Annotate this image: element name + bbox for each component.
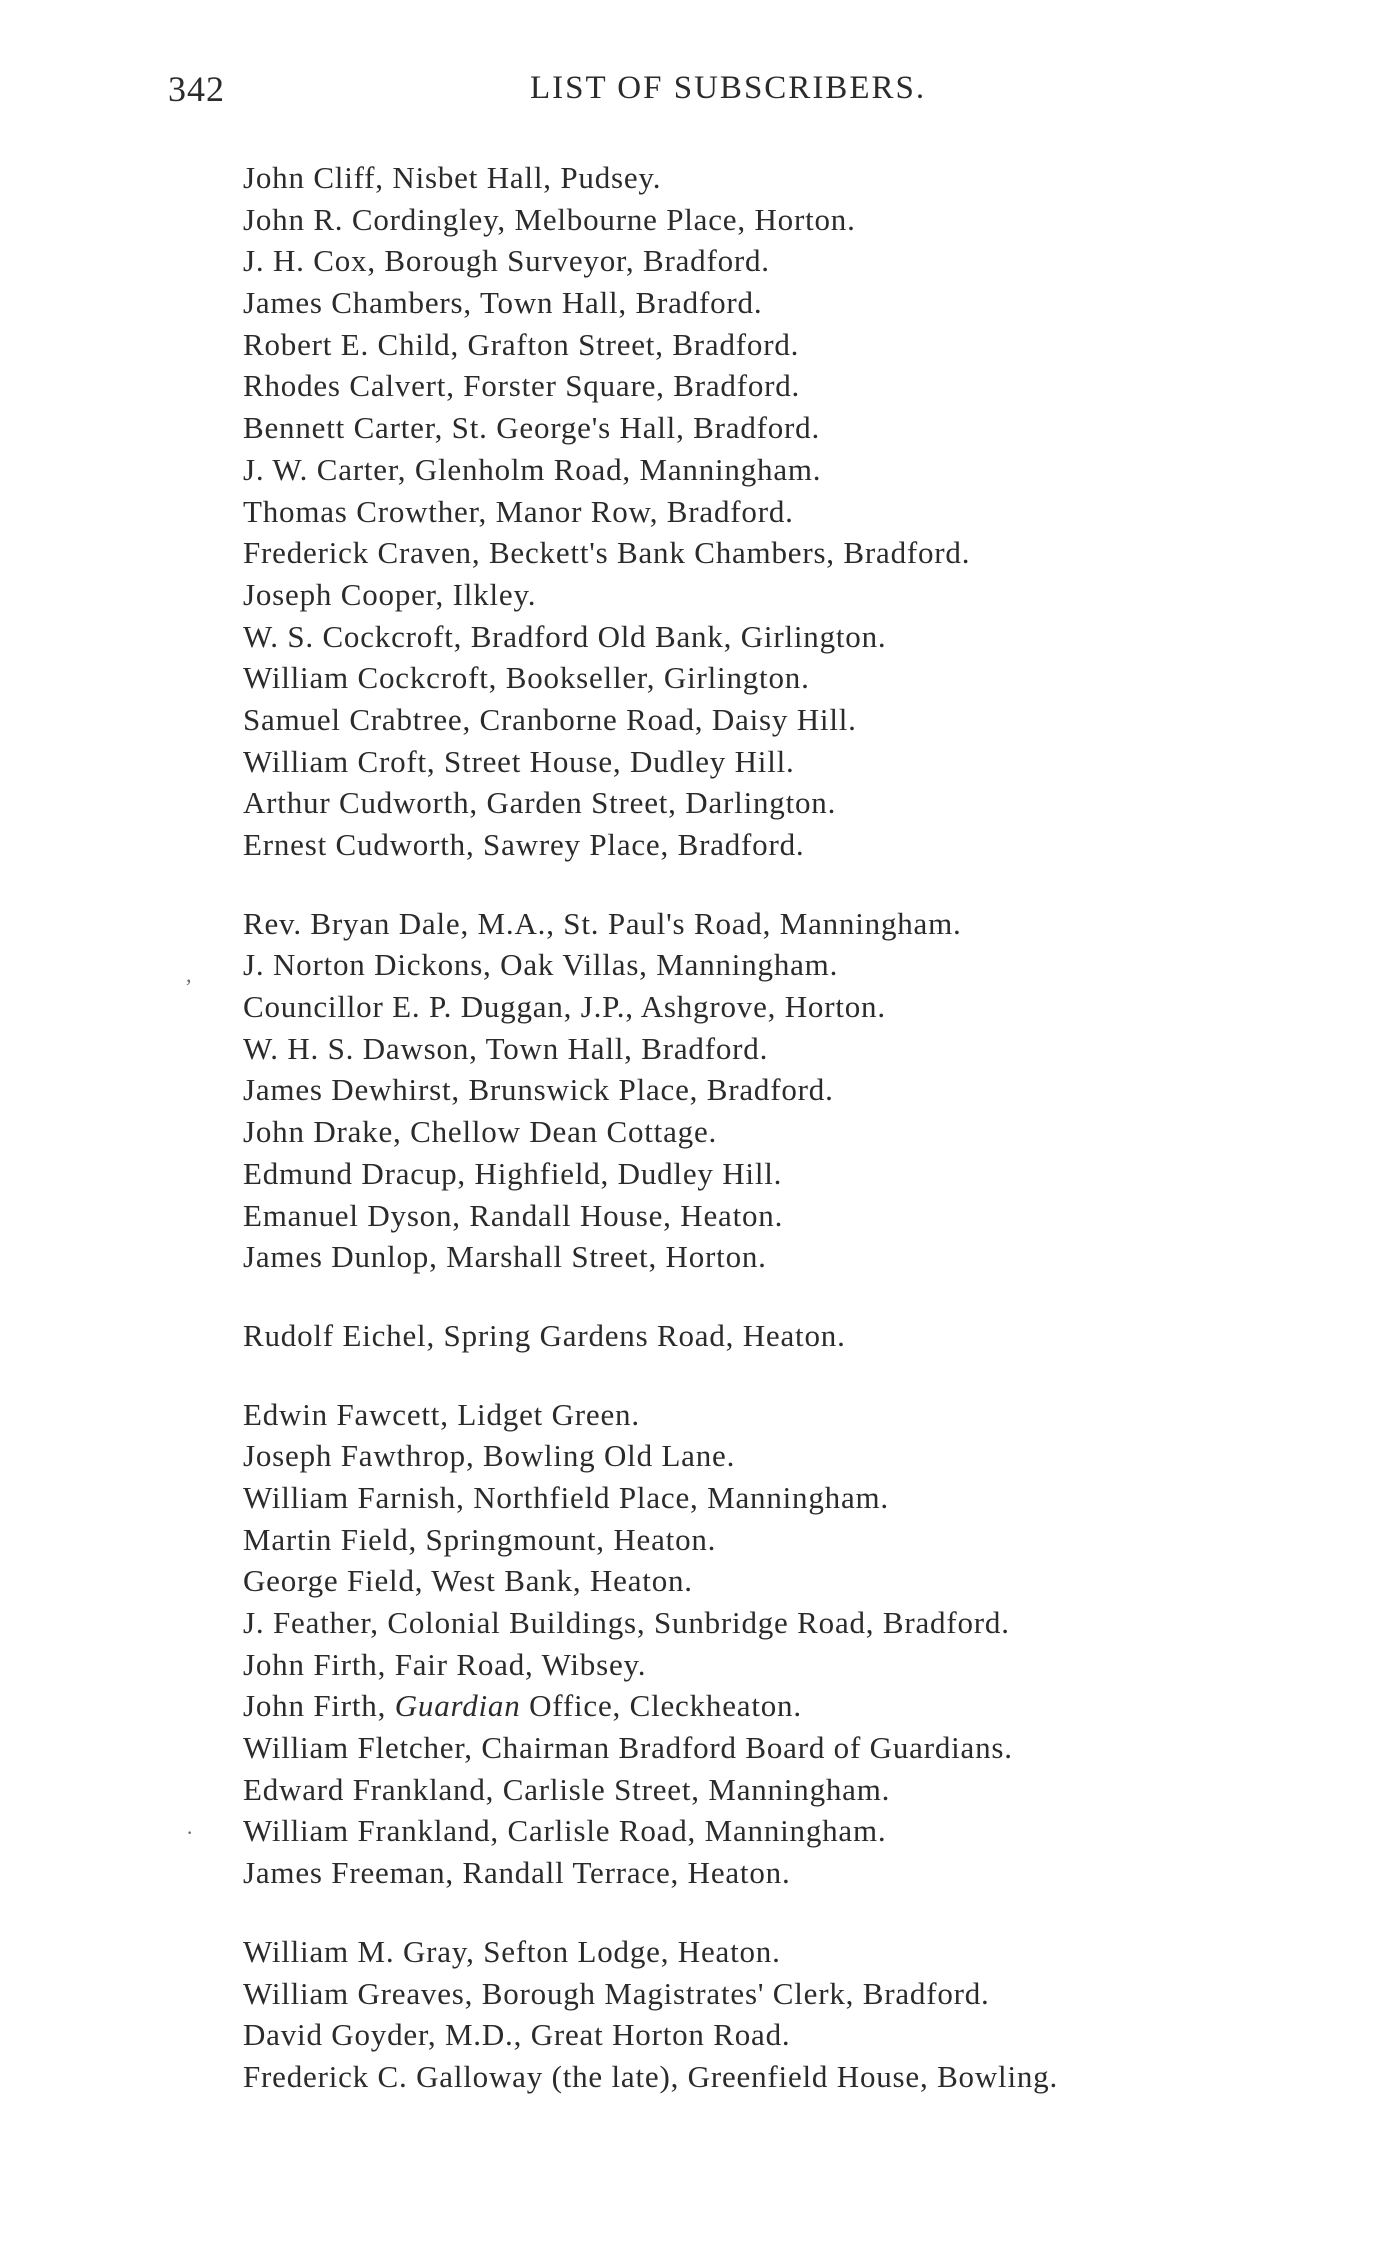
subscriber-entry: Rhodes Calvert, Forster Square, Bradford. — [243, 368, 801, 404]
subscriber-entry: Emanuel Dyson, Randall House, Heaton. — [243, 1197, 784, 1233]
group-spacer — [243, 1357, 1323, 1394]
subscriber-entry: James Dewhirst, Brunswick Place, Bradford. — [243, 1072, 834, 1108]
subscriber-entry: William Cockcroft, Bookseller, Girlington. — [243, 660, 810, 696]
subscriber-entry: Rev. Bryan Dale, M.A., St. Paul's Road, Manningham. — [243, 905, 962, 941]
subscriber-entry: Martin Field, Springmount, Heaton. — [243, 1521, 717, 1557]
subscriber-entry: Ernest Cudworth, Sawrey Place, Bradford. — [243, 827, 805, 862]
page-header — [168, 68, 1228, 118]
subscriber-entry: William Fletcher, Chairman Bradford Board of Guardians. — [243, 1730, 1013, 1766]
subscriber-entry: Councillor E. P. Duggan, J.P., Ashgrove, Horton. — [243, 989, 886, 1025]
subscriber-group — [243, 1931, 1323, 2098]
subscriber-entry: Samuel Crabtree, Cranborne Road, Daisy Hill. — [243, 701, 857, 737]
subscriber-entry: William M. Gray, Sefton Lodge, Heaton. — [243, 1933, 781, 1969]
group-spacer — [243, 1894, 1323, 1931]
subscriber-entry: John R. Cordingley, Melbourne Place, Horton. — [243, 201, 856, 237]
subscriber-entry: Bennett Carter, St. George's Hall, Bradford. — [243, 410, 821, 446]
subscriber-entry: J. H. Cox, Borough Surveyor, Bradford. — [243, 243, 770, 279]
subscriber-entry: Arthur Cudworth, Garden Street, Darlington. — [243, 785, 837, 821]
subscriber-entry: John Cliff, Nisbet Hall, Pudsey. — [243, 160, 662, 195]
subscriber-entry: Edmund Dracup, Highfield, Dudley Hill. — [243, 1155, 783, 1191]
entry-text: Office, Cleckheaton. — [520, 1688, 802, 1724]
subscriber-entry: J. Norton Dickons, Oak Villas, Manningham. — [243, 947, 839, 983]
margin-comma-mark: , — [186, 962, 192, 987]
subscriber-entry: John Firth, Fair Road, Wibsey. — [243, 1646, 647, 1682]
group-spacer — [243, 866, 1323, 903]
page-number: 342 — [168, 69, 225, 109]
group-spacer — [243, 1278, 1323, 1315]
subscriber-entry: James Chambers, Town Hall, Bradford. — [243, 285, 763, 321]
subscriber-entry: Rudolf Eichel, Spring Gardens Road, Heaton. — [243, 1317, 846, 1353]
margin-dot-mark: · — [186, 1820, 194, 1845]
subscriber-entry: Frederick C. Galloway (the late), Greenfield House, Bowling. — [243, 2058, 1059, 2094]
subscriber-entry: John Drake, Chellow Dean Cottage. — [243, 1114, 718, 1150]
subscriber-group — [243, 157, 1323, 866]
subscriber-entry: W. H. S. Dawson, Town Hall, Bradford. — [243, 1030, 769, 1066]
subscriber-entry: Frederick Craven, Beckett's Bank Chambers, Bradford. — [243, 535, 971, 571]
entry-text: John Firth, — [243, 1688, 395, 1724]
subscriber-entry: William Farnish, Northfield Place, Manningham. — [243, 1479, 889, 1515]
subscriber-group — [243, 1315, 1323, 1357]
subscriber-entry: George Field, West Bank, Heaton. — [243, 1563, 693, 1599]
subscriber-entry: W. S. Cockcroft, Bradford Old Bank, Girlington. — [243, 618, 887, 654]
subscriber-entry: Robert E. Child, Grafton Street, Bradford. — [243, 326, 800, 362]
subscriber-list — [243, 157, 1323, 2098]
subscriber-entry: Edward Frankland, Carlisle Street, Manningham. — [243, 1771, 891, 1807]
subscriber-entry: Thomas Crowther, Manor Row, Bradford. — [243, 493, 794, 529]
subscriber-entry: J. W. Carter, Glenholm Road, Manningham. — [243, 451, 822, 487]
subscriber-entry: J. Feather, Colonial Buildings, Sunbridge Road, Bradford. — [243, 1605, 1010, 1640]
subscriber-entry: Joseph Cooper, Ilkley. — [243, 576, 537, 612]
entry-italic-text: Guardian — [394, 1688, 521, 1724]
subscriber-entry — [243, 1685, 1323, 1727]
subscriber-entry: Edwin Fawcett, Lidget Green. — [243, 1396, 640, 1432]
subscriber-entry: William Greaves, Borough Magistrates' Clerk, Bradford. — [243, 1975, 990, 2011]
subscriber-entry: James Freeman, Randall Terrace, Heaton. — [243, 1855, 791, 1891]
subscriber-entry: William Croft, Street House, Dudley Hill. — [243, 743, 795, 779]
subscriber-group — [243, 1394, 1323, 1894]
running-title: LIST OF SUBSCRIBERS. — [530, 70, 927, 106]
subscriber-entry: James Dunlop, Marshall Street, Horton. — [243, 1239, 767, 1275]
subscriber-entry: William Frankland, Carlisle Road, Manningham. — [243, 1813, 887, 1849]
subscriber-entry: Joseph Fawthrop, Bowling Old Lane. — [243, 1438, 736, 1474]
subscriber-entry: David Goyder, M.D., Great Horton Road. — [243, 2017, 791, 2053]
subscriber-group — [243, 903, 1323, 1278]
